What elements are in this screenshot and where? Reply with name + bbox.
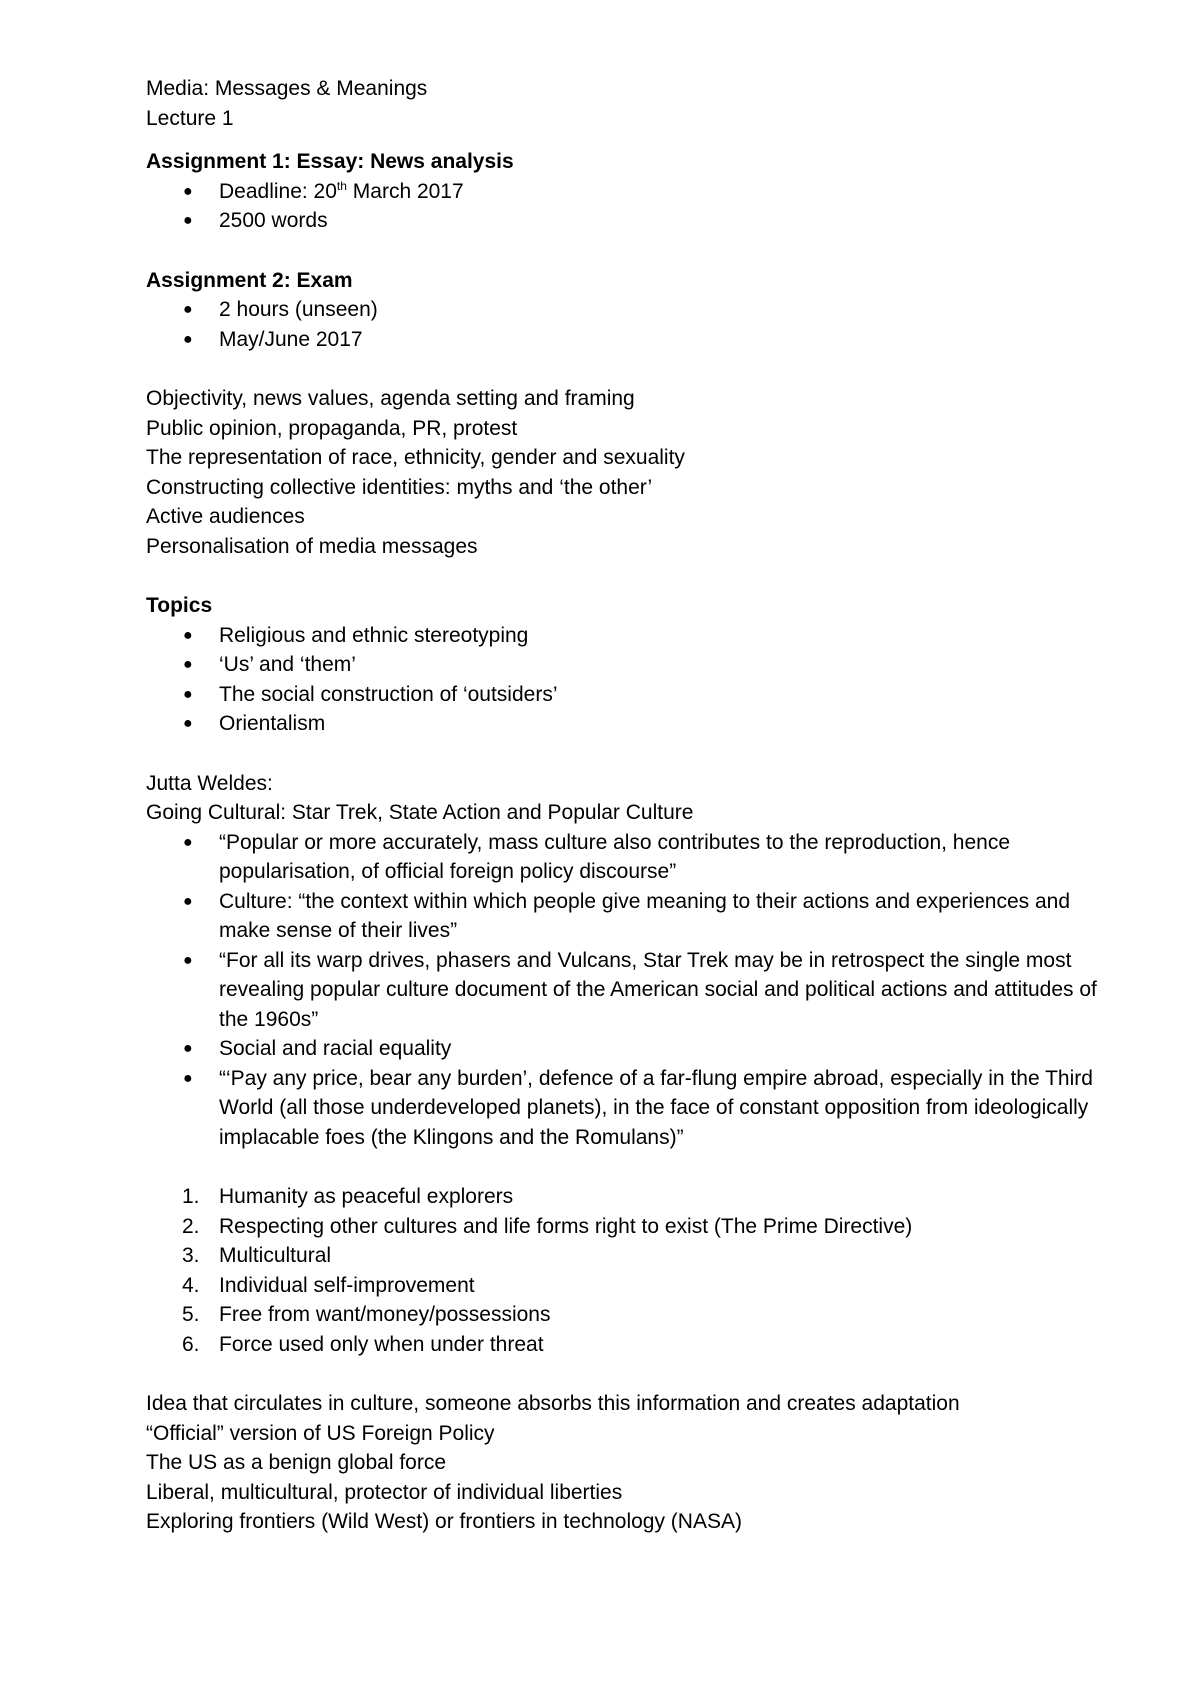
quotes-list <box>146 828 1106 1153</box>
author-name: Jutta Weldes: <box>146 771 273 795</box>
list-item: ● The social construction of ‘outsiders’ <box>146 680 1106 710</box>
bullet-icon: ● <box>183 685 193 703</box>
list-item: 3. Multicultural <box>146 1241 1106 1271</box>
assignment2-list <box>146 295 1106 354</box>
word-count: 2500 words <box>219 209 328 232</box>
theme-line: Objectivity, news values, agenda setting and framing <box>146 387 635 410</box>
bullet-icon: ● <box>183 301 193 318</box>
list-item: ● “For all its warp drives, phasers and Vulcans, Star Trek may be in retrospect the single most revealing popular culture document of the American social and political actions and attitudes of the 1960s” <box>146 946 1119 1035</box>
assignment2-heading: Assignment 2: Exam <box>146 268 353 292</box>
course-title: Media: Messages & Meanings <box>146 77 428 100</box>
list-item: 1. Humanity as peaceful explorers <box>146 1182 1106 1212</box>
list-item <box>146 177 1106 207</box>
list-item: ● Social and racial equality <box>146 1034 1119 1064</box>
closing-line: Idea that circulates in culture, someone absorbs this information and creates adaptation <box>146 1392 960 1415</box>
list-number: 6. <box>182 1332 200 1356</box>
topics-heading: Topics <box>146 594 213 617</box>
list-item: 6. Force used only when under threat <box>146 1330 1106 1360</box>
list-number: 4. <box>182 1273 200 1297</box>
list-item: ● Orientalism <box>146 709 1106 739</box>
list-item: 5. Free from want/money/possessions <box>146 1300 1106 1330</box>
deadline-text: Deadline: 20th March 2017 <box>219 178 464 203</box>
document-page <box>146 74 1106 1537</box>
bullet-icon: ● <box>183 656 193 673</box>
closing-line: Exploring frontiers (Wild West) or frontiers in technology (NASA) <box>146 1510 742 1533</box>
assignment1-heading: Assignment 1: Essay: News analysis <box>146 150 514 173</box>
list-item: 2. Respecting other cultures and life forms right to exist (The Prime Directive) <box>146 1212 1106 1242</box>
bullet-icon: ● <box>183 330 193 348</box>
bullet-icon: ● <box>183 715 193 732</box>
list-item: ● ‘Us’ and ‘them’ <box>146 650 1106 680</box>
values-list <box>146 1182 1106 1359</box>
list-item: 4. Individual self-improvement <box>146 1271 1106 1301</box>
bullet-icon: ● <box>183 951 193 969</box>
list-number: 3. <box>182 1244 200 1267</box>
list-number: 5. <box>182 1303 200 1326</box>
list-item: ● Religious and ethnic stereotyping <box>146 621 1106 651</box>
bullet-icon: ● <box>183 1040 193 1057</box>
list-item: ● 2 hours (unseen) <box>146 295 1106 325</box>
theme-line: Constructing collective identities: myths and ‘the other’ <box>146 475 653 499</box>
list-item: ● “Popular or more accurately, mass culture also contributes to the reproduction, hence popularisation, of official foreign policy discourse” <box>146 828 1119 887</box>
bullet-icon: ● <box>183 182 193 200</box>
bullet-icon: ● <box>183 833 193 851</box>
assignment1-list <box>146 177 1106 236</box>
list-item: ● Culture: “the context within which people give meaning to their actions and experiences and make sense of their lives” <box>146 887 1119 946</box>
bullet-icon: ● <box>183 212 193 229</box>
topics-list <box>146 621 1106 739</box>
closing-line: “Official” version of US Foreign Policy <box>146 1421 495 1445</box>
closing-line: The US as a benign global force <box>146 1451 447 1474</box>
theme-line: The representation of race, ethnicity, gender and sexuality <box>146 446 685 469</box>
bullet-icon: ● <box>183 892 193 910</box>
list-number: 2. <box>182 1214 200 1238</box>
bullet-icon: ● <box>183 1069 193 1087</box>
theme-line: Public opinion, propaganda, PR, protest <box>146 416 518 440</box>
bullet-icon: ● <box>183 626 193 644</box>
list-item: ● “‘Pay any price, bear any burden’, defence of a far-flung empire abroad, especially in the Third World (all those underdeveloped planets), in the face of constant opposition from ideologically implacable foes (the Klingons and the Romulans)” <box>146 1064 1119 1153</box>
theme-line: Personalisation of media messages <box>146 534 478 558</box>
closing-line: Liberal, multicultural, protector of individual liberties <box>146 1480 623 1504</box>
lecture-label: Lecture 1 <box>146 106 234 130</box>
work-title: Going Cultural: Star Trek, State Action and Popular Culture <box>146 801 694 824</box>
list-item: ● May/June 2017 <box>146 325 1106 355</box>
list-number: 1. <box>182 1185 200 1208</box>
theme-line: Active audiences <box>146 505 305 528</box>
list-item <box>146 206 1106 236</box>
